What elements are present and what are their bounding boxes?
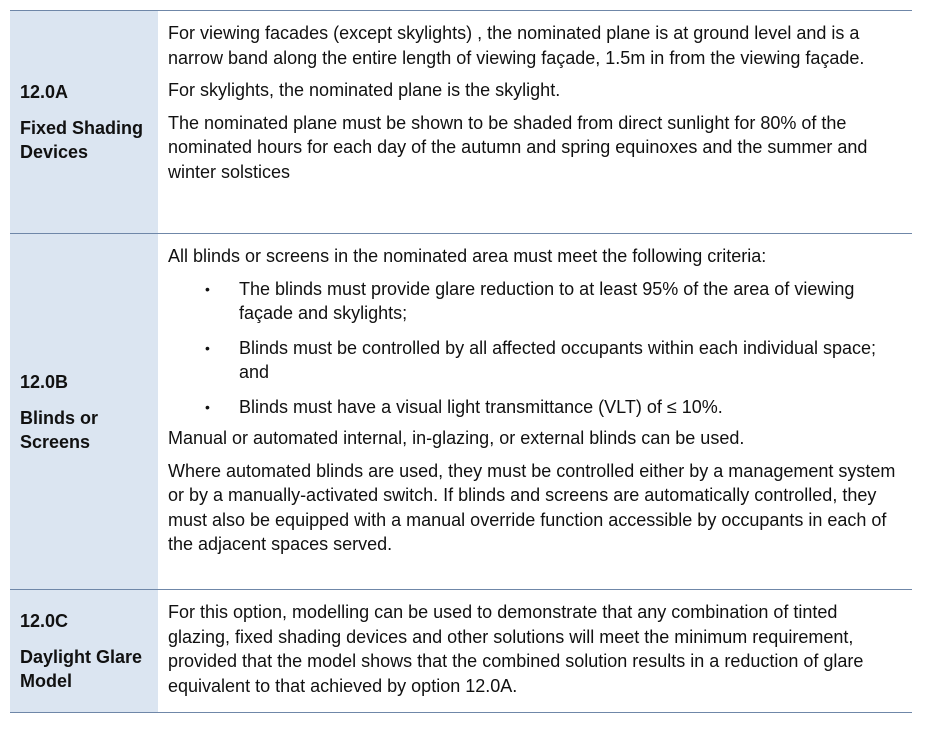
list-item (168, 336, 902, 385)
list-item-text: The blinds must provide glare reduction to at least 95% of the area of viewing façade and skylights; (239, 278, 855, 323)
list-item-text: Blinds must be controlled by all affected occupants within each individual space; and (239, 337, 877, 382)
option-code: 12.0A (20, 82, 69, 102)
criteria-list (168, 277, 902, 420)
content-intro: All blinds or screens in the nominated area must meet the following criteria: (168, 246, 767, 266)
table-row-12-0b (10, 234, 912, 590)
bullet-icon: • (205, 398, 210, 415)
row-label-cell (10, 11, 158, 234)
row-content-cell (158, 590, 912, 713)
content-paragraph: For skylights, the nominated plane is the skylight. (168, 80, 561, 100)
content-paragraph: For viewing facades (except skylights) , the nominated plane is at ground level and is a narrow band along the entire length of viewing façade, 1.5m in from the viewing façade. (168, 23, 865, 68)
row-label-cell (10, 590, 158, 713)
row-label-cell (10, 234, 158, 590)
option-name: Blinds or Screens (20, 407, 99, 452)
row-content-cell (158, 234, 912, 590)
bullet-icon: • (205, 280, 210, 297)
content-paragraph: For this option, modelling can be used to demonstrate that any combination of tinted glazing, fixed shading devices and other solutions will meet the minimum requirement, provided that the model shows that the combined solution results in a reduction of glare equivalent to that achieved by option 12.0A. (168, 602, 864, 696)
option-name: Daylight Glare Model (20, 647, 143, 691)
table-row-12-0c (10, 590, 912, 713)
content-paragraph: Where automated blinds are used, they must be controlled either by a management system or by a manually-activated switch. If blinds and screens are automatically controlled, they must also be equipped with a manual override function accessible by occupants in each of the adjacent spaces served. (168, 460, 896, 554)
list-item (168, 277, 902, 326)
list-item-text: Blinds must have a visual light transmittance (VLT) of ≤ 10%. (239, 396, 723, 417)
option-code: 12.0B (20, 371, 69, 392)
criteria-table (10, 10, 912, 713)
option-name: Fixed Shading Devices (20, 118, 144, 162)
bullet-icon: • (205, 339, 210, 356)
option-code: 12.0C (20, 611, 69, 631)
content-paragraph: Manual or automated internal, in-glazing, or external blinds can be used. (168, 428, 745, 448)
content-paragraph: The nominated plane must be shown to be shaded from direct sunlight for 80% of the nominated hours for each day of the autumn and spring equinoxes and the summer and winter solstices (168, 112, 868, 182)
table-row-12-0a (10, 11, 912, 234)
row-content-cell (158, 11, 912, 234)
list-item (168, 395, 902, 420)
